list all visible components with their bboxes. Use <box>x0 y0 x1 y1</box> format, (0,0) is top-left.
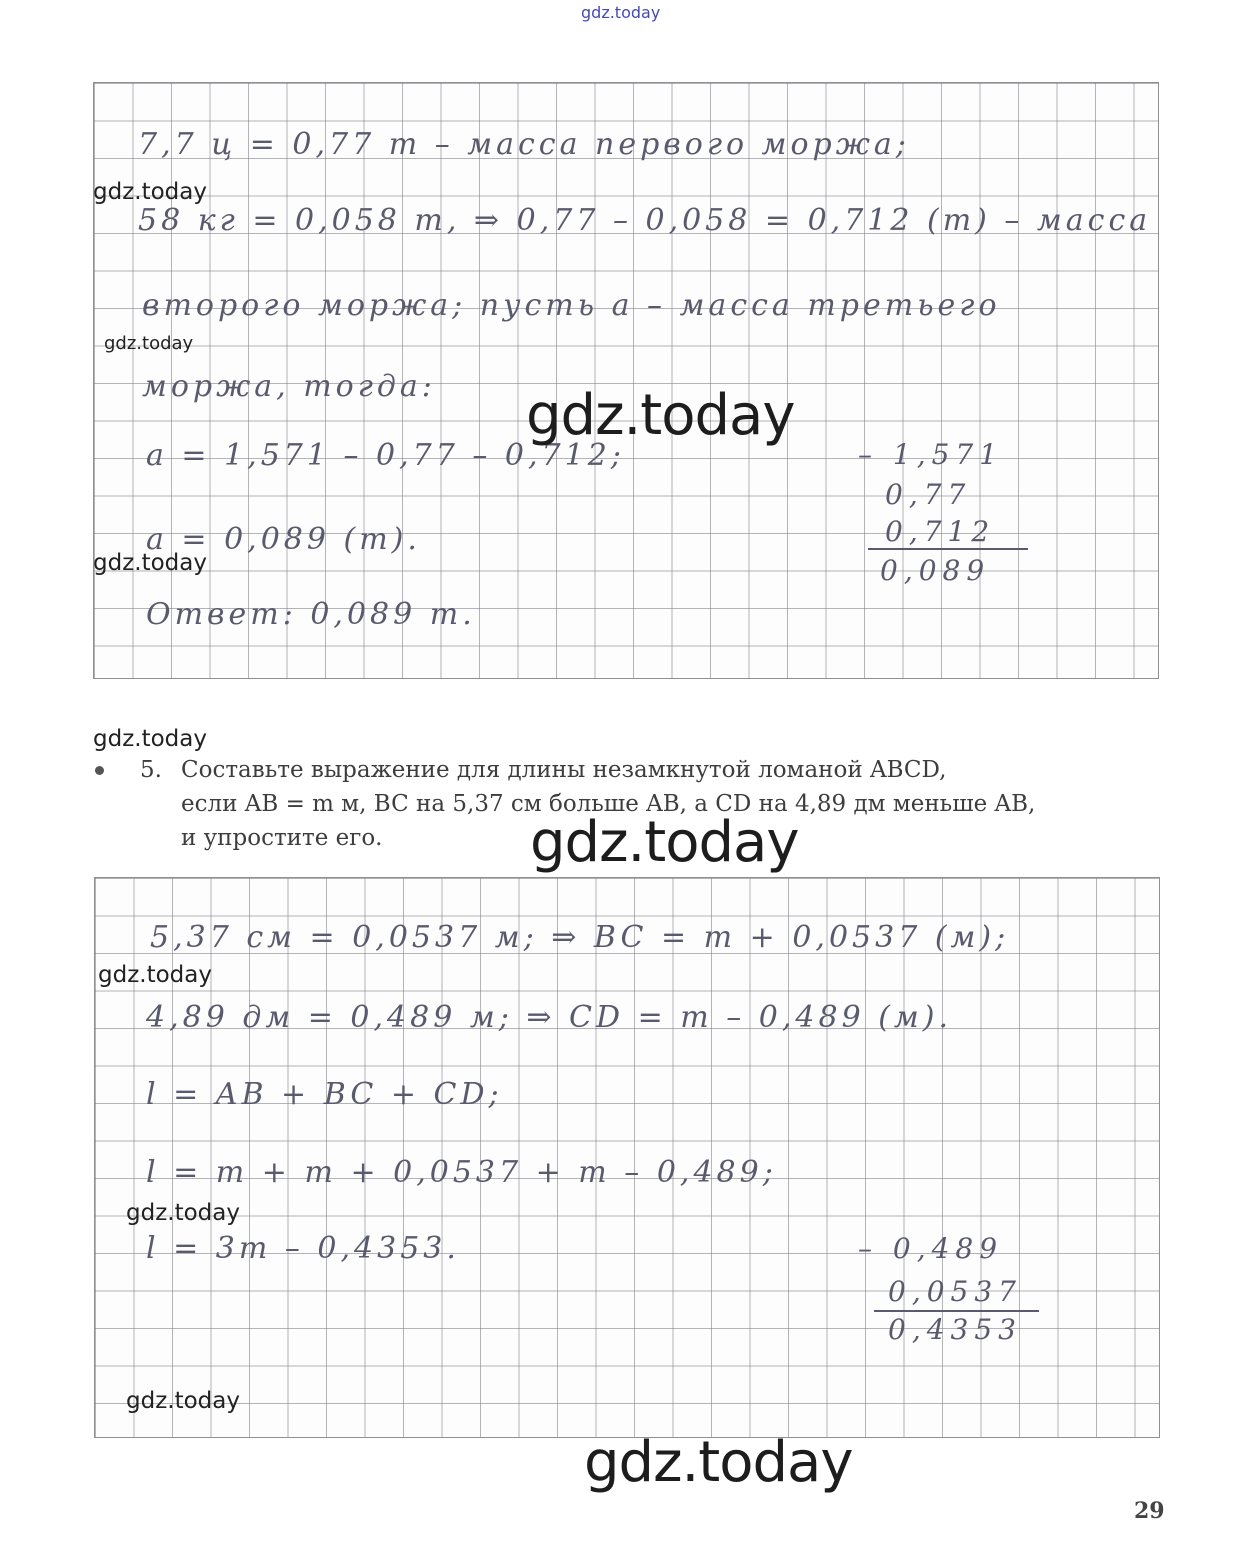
calc-4-subtrahend-1: 0,77 <box>885 478 972 511</box>
calc-4-result: 0,089 <box>880 554 991 587</box>
watermark: gdz.today <box>93 550 207 576</box>
calc-4-subtrahend-2: 0,712 <box>885 515 996 548</box>
watermark: gdz.today <box>584 1430 853 1495</box>
solution-5-line-2: 4,89 дм = 0,489 м; ⇒ CD = m – 0,489 (м). <box>146 1000 953 1035</box>
watermark: gdz.today <box>126 1388 240 1414</box>
calc-5-minuend: – 0,489 <box>858 1232 1004 1265</box>
watermark: gdz.today <box>104 333 194 354</box>
solution-5-line-1: 5,37 см = 0,0537 м; ⇒ BC = m + 0,0537 (м); <box>150 920 1010 955</box>
calc-5-result: 0,4353 <box>888 1313 1022 1346</box>
solution-4-line-3: второго моржа; пусть a – масса третьего <box>142 288 1001 323</box>
watermark: gdz.today <box>93 179 207 205</box>
calc-4-rule <box>868 548 1028 550</box>
page-number: 29 <box>1134 1498 1165 1524</box>
watermark: gdz.today <box>98 962 212 988</box>
solution-4-line-5: a = 1,571 – 0,77 – 0,712; <box>146 438 625 473</box>
task-5-line-3: и упростите его. <box>181 825 383 851</box>
task-5-bullet <box>95 766 104 775</box>
top-watermark: gdz.today <box>581 3 661 22</box>
watermark: gdz.today <box>93 726 207 752</box>
watermark: gdz.today <box>126 1200 240 1226</box>
task-5-line-1: Составьте выражение для длины незамкнутой ломаной ABCD, <box>181 757 947 783</box>
solution-5-line-4: l = m + m + 0,0537 + m – 0,489; <box>146 1155 777 1190</box>
watermark: gdz.today <box>526 383 795 448</box>
solution-4-line-6: a = 0,089 (т). <box>146 522 421 557</box>
solution-4-line-2: 58 кг = 0,058 т, ⇒ 0,77 – 0,058 = 0,712 (т) – масса <box>138 203 1152 238</box>
calc-4-minuend: – 1,571 <box>858 438 1004 471</box>
watermark: gdz.today <box>530 810 799 875</box>
solution-4-answer: Ответ: 0,089 т. <box>146 597 476 632</box>
solution-5-line-3: l = AB + BC + CD; <box>146 1077 503 1112</box>
calc-5-subtrahend: 0,0537 <box>888 1275 1022 1308</box>
task-5-number: 5. <box>140 757 162 783</box>
solution-4-line-1: 7,7 ц = 0,77 т – масса первого моржа; <box>138 127 910 162</box>
task-5-line-2: если AB = m м, BC на 5,37 см больше AB, а CD на 4,89 дм меньше AB, <box>181 791 1036 817</box>
solution-5-line-5: l = 3m – 0,4353. <box>146 1231 460 1266</box>
solution-4-line-4: моржа, тогда: <box>142 369 436 404</box>
calc-5-rule <box>874 1310 1039 1312</box>
